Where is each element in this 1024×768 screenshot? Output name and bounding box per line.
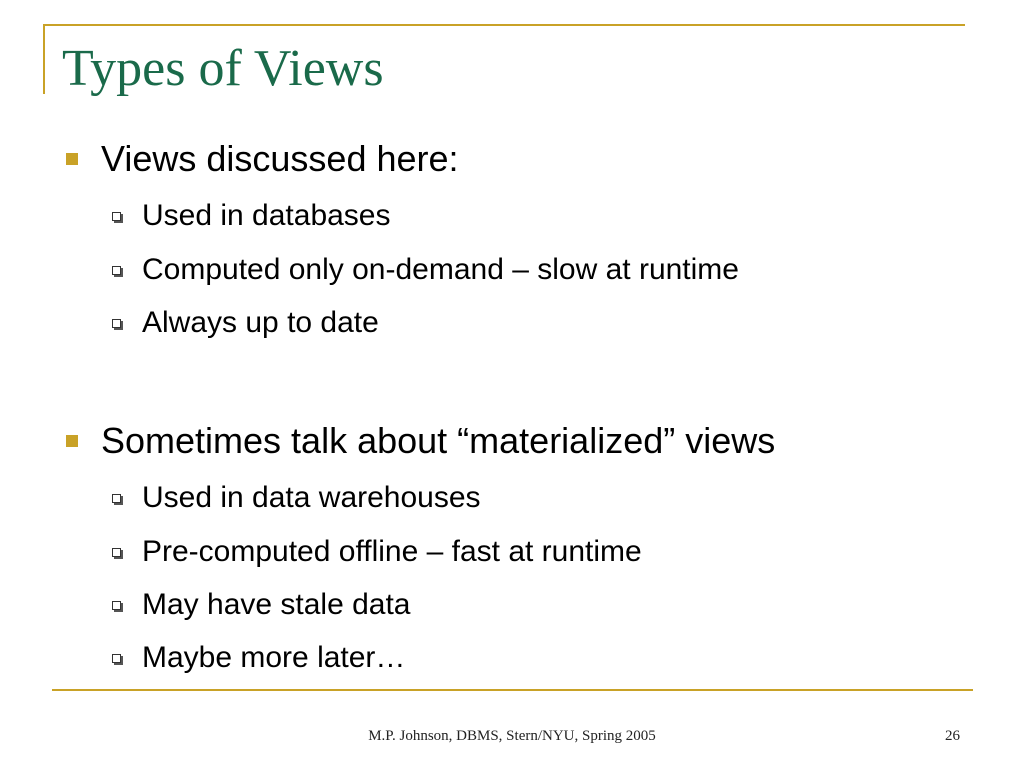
- bullet-text: Maybe more later…: [142, 641, 406, 674]
- bullet-level1: [66, 420, 775, 462]
- bullet-text: Used in data warehouses: [142, 481, 481, 514]
- hollow-square-bullet-icon: [112, 548, 121, 557]
- square-bullet-icon: [66, 153, 78, 165]
- bullet-level2: [112, 535, 642, 569]
- bullet-text: May have stale data: [142, 588, 411, 621]
- hollow-square-bullet-icon: [112, 212, 121, 221]
- footer-text: M.P. Johnson, DBMS, Stern/NYU, Spring 2005: [368, 728, 656, 744]
- bullet-level2: [112, 306, 379, 340]
- bullet-level2: [112, 199, 391, 233]
- bullet-text: Pre-computed offline – fast at runtime: [142, 535, 642, 568]
- footer-divider: [52, 689, 973, 691]
- slide-title: Types of Views: [62, 40, 384, 97]
- hollow-square-bullet-icon: [112, 654, 121, 663]
- bullet-level2: [112, 253, 739, 287]
- bullet-text: Views discussed here:: [101, 138, 459, 179]
- hollow-square-bullet-icon: [112, 494, 121, 503]
- bullet-level2: [112, 641, 405, 675]
- page-number: 26: [945, 728, 960, 744]
- square-bullet-icon: [66, 435, 78, 447]
- bullet-text: Computed only on-demand – slow at runtime: [142, 253, 739, 286]
- bullet-level1: [66, 138, 459, 180]
- bullet-text: Used in databases: [142, 199, 391, 232]
- hollow-square-bullet-icon: [112, 319, 121, 328]
- bullet-level2: [112, 588, 411, 622]
- hollow-square-bullet-icon: [112, 266, 121, 275]
- bullet-level2: [112, 481, 481, 515]
- bullet-text: Always up to date: [142, 306, 379, 339]
- hollow-square-bullet-icon: [112, 601, 121, 610]
- bullet-text: Sometimes talk about “materialized” views: [101, 420, 776, 461]
